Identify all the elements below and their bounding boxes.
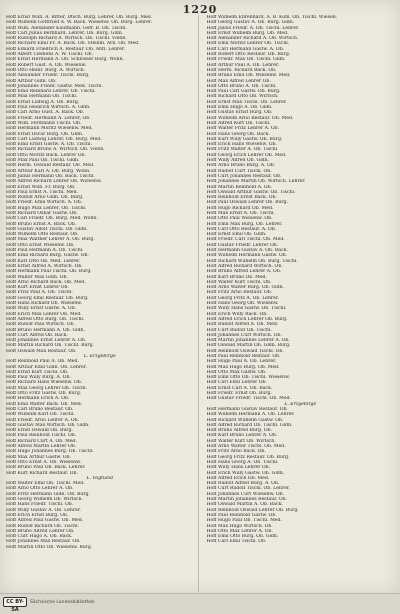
directory-entry: Hoff Emil Otto Ob. Tischl. Wiesenw.: [206, 375, 290, 381]
directory-entry: Hoff Julius Friedr. A. Ob. Tischl. Lehrer.: [206, 25, 300, 31]
directory-entry: Hoff Reinhold Paul A. Ob. Med.: [6, 359, 79, 365]
directory-entry: Hoff Ernst Oswald Ob. Bürg.: [6, 428, 73, 434]
directory-entry: Hoff Otto Max Gastw. Ob.: [206, 369, 267, 375]
directory-entry: Hoff Max Hermann Ob. Tischl.: [6, 94, 78, 100]
directory-entry: Hoff Otto Heinr. Bürg. A. Wirtsch.: [6, 67, 86, 73]
directory-entry: Hoff Alexander Friedr. Tischl. Bürg.: [6, 73, 90, 79]
directory-entry: Hoff Willy Hans Gastw. Ob. Tischl.: [206, 306, 287, 312]
directory-entry: Hoff Fritz Paul A. Ob. Tischl.: [6, 290, 73, 296]
directory-entry: Hoff Julius Hermann Ob. Bäck. Tischl.: [6, 173, 95, 179]
directory-entry: Hoff Arno Richard Bäck. Ob. Med.: [6, 279, 86, 285]
directory-entry: Hoff Friedr. Max Ob. Tischl. Gldn.: [206, 57, 286, 63]
directory-entry: Hoff Johannes Curt Wirtsch. Ob.: [206, 332, 282, 338]
directory-entry: Hoff Richard Otto Ob. Wirtsch.: [206, 94, 279, 100]
directory-entry: Hoff Paul Carl Gastw. Ob. Bürg.: [206, 89, 281, 95]
directory-entry: Hoff Alfred Richard Lehrer Ob. Wiesenw.: [6, 179, 102, 185]
directory-entry: Hoff Gustav Ernst Bürg. Ob.: [206, 110, 273, 116]
directory-entry: Hoff Ernst Oscar Bürg. Ob. Gldn.: [6, 131, 84, 137]
directory-entry: Hoff Ernst Carl A. Ob. Bäck.: [206, 385, 273, 391]
directory-entry: Hoff Hugo Richard Ob. Med.: [206, 205, 274, 211]
directory-entry: Hoff Albert Clemens A. W. Tischl. Ob.: [6, 52, 94, 58]
directory-entry: Hoff Paul Reinhold Tischl. Ob.: [6, 433, 77, 439]
directory-entry: Hoff Robert Otto Restaur. Ob. Bürg.: [206, 52, 291, 58]
directory-entry: Hoff Oswald Martin Ob. Gldn. Bürg.: [206, 343, 291, 349]
directory-entry: Hoff Richard Emil Fr. A. Bäck. Ob. Steinm. Arb. Ob. Med.: [6, 41, 140, 47]
directory-entry: Hoff Bruno Paul Ob. Bäck. Lehrer.: [6, 465, 86, 471]
directory-entry: Hoff Emil Hugo A. Ob. Gldn.: [206, 105, 273, 111]
license-badge[interactable]: [3, 597, 95, 613]
directory-entry: Hoff Kurt Bruno Lehrer A. Ob.: [206, 433, 278, 439]
directory-entry: Hoff Alfred Otto Bürg. Ob. Tischl.: [6, 316, 85, 322]
directory-entry: Hoff Emil Ernst Gastw. A. Ob. Tischl.: [6, 142, 92, 148]
directory-entry: Hoff Gustav Max Wirtsch. Ob. Gldn.: [6, 422, 90, 428]
directory-entry: Hoff Friedr. Ernst Ob. Bürg.: [206, 391, 272, 397]
directory-entry: Hoff Carl Emil Tischl. Ob.: [206, 539, 267, 545]
directory-entry: Hoff Carl Ludwig Lehrer, Ob. Bürg. Med.: [6, 136, 102, 142]
directory-entry: Hoff Alexander Richard A. Ob. Wirtsch.: [206, 36, 299, 42]
directory-entry: Hoff Oswald Max Restaur. Ob.: [6, 348, 77, 354]
directory-entry: Hoff Hermann Gustav A. Ob. Bäck.: [206, 248, 288, 254]
directory-entry: Hoff Gustav Friedr. Lehrer Ob.: [206, 242, 279, 248]
directory-entry: Hoff Walter Fritz Lehrer A. Ob.: [206, 126, 280, 132]
directory-entry: Hoff Hugo Paul A. Ob. Lehrer.: [206, 359, 277, 365]
directory-entry: Hoff Richard Wilhelm Gastw. Ob.: [206, 417, 284, 423]
directory-entry: Hoff Willy Hans Lehrer Ob.: [206, 465, 271, 471]
creative-commons-icon: CC BY-SA: [3, 597, 27, 607]
footer-bar: [0, 593, 400, 613]
directory-entry: Hoff Erich Max Lehrer Ob. Med.: [6, 311, 82, 317]
directory-entry: Hoff Wilhelm Gottfried A. W. Bäck. Wiesenw. Ob. Bürg. Lehrer.: [6, 20, 153, 26]
license-text: Sächsische Landesbibliothek: [30, 599, 95, 605]
directory-entry: Hoff Max Ernst A. Ob. Tischl.: [206, 210, 275, 216]
directory-entry: Hoff Martin Richard Ob. Tischl. Bürg.: [6, 343, 95, 349]
page-number: 1220: [182, 3, 218, 16]
directory-entry: Hoff Paul Hermann A. Ob. Tischl.: [6, 248, 84, 254]
directory-entry: Hoff Willy Gustav A. Ob. Lehrer.: [6, 507, 81, 513]
directory-entry: Hoff Martin Reinhold A. Ob.: [206, 184, 272, 190]
directory-entry: Hoff Johannes Max Restaur. Ob.: [6, 539, 81, 545]
directory-entry: Hoff Hermann Paul Tischl. Ob. Bürg.: [6, 269, 92, 275]
directory-entry: Hoff Otto Moritz Bäck. Lehrer Ob.: [6, 152, 86, 158]
directory-entry: Hoff Fritz Walter A. Ob. Tischl.: [206, 147, 279, 153]
directory-entry: Hoff Wilhelm Hermann Gastw. Ob.: [206, 253, 288, 259]
directory-entry: Hoff Alfred Paul Gastw. Ob. Med.: [6, 518, 84, 524]
directory-entry: Hoff Kurt Willy Gastw. Ob. Bürg.: [206, 136, 283, 142]
directory-entry: Hoff Emil Reinhard Lehrer, Ob. Tischl.: [6, 89, 96, 95]
directory-entry: Hoff Max Paul Ob. Tischl. Gldn.: [6, 158, 80, 164]
directory-entry: Hoff Richard Oskar Gastw. Ob.: [6, 210, 78, 216]
directory-entry: Hoff Emil Otto Bürg. Ob. Gldn.: [206, 534, 279, 540]
directory-entry: Hoff Max Georg Lehrer Ob. Tischl.: [6, 385, 88, 391]
directory-entry: Hoff Max Alfred Lehrer Ob.: [206, 78, 271, 84]
directory-entry: Hoff Rudolf Alfred Bürg. A. Ob.: [206, 481, 280, 487]
directory-entry: Hoff Friedr. Arno Lehrer A. Ob.: [6, 417, 80, 423]
directory-entry: Hoff Arthur Emil Gldn. Ob. Lehrer.: [6, 364, 87, 370]
directory-entry: Hoff Hugo Paul Ob. Tischl. Med.: [206, 518, 282, 524]
directory-entry: Hoff Otto Paul Wiesenw. Ob.: [206, 216, 273, 222]
directory-entry: Hoff Kurt Richard Restaur. Ob.: [6, 470, 78, 476]
directory-entry: Hoff Curt Rudolf Ob. Tischl.: [206, 327, 272, 333]
section-heading: L. Vogtland: [86, 475, 114, 481]
directory-entry: Hoff Paul Willy Bürg. A. Ob.: [6, 375, 71, 381]
directory-entry: Hoff Paul Reinhold Gastw. Ob.: [206, 512, 277, 518]
directory-entry: Hoff Carl Julius Bernhard, Lehrer, Ob. Bürg. Gldn.: [6, 30, 124, 36]
directory-entry: Hoff Walter Kurt Ob. Wirtsch.: [206, 438, 276, 444]
directory-entry: Hoff Arno Bruno Bürg. A. Ob.: [206, 163, 276, 169]
directory-entry: Hoff Erich Willy Gastw. Ob. Gldn.: [206, 470, 285, 476]
directory-entry: Hoff Wilhelm Ehrenhard, A. B. Kom. Ob. Tischl. Wiesen.: [206, 15, 338, 20]
directory-entry: Hoff Arthur Gldn. Ob.: [6, 78, 57, 84]
directory-entry: Hoff Gustav Adolf Tischl. Ob. Gldn.: [6, 226, 88, 232]
directory-entry: Hoff Carl Friedr. Ob. Bürg. Med. Wohn.: [6, 216, 98, 222]
directory-entry: Hoff Hermann Erich A. Ob.: [6, 396, 70, 402]
directory-entry: Hoff Emil Moritz Lehrer Ob. Tischl.: [206, 41, 290, 47]
directory-entry: Hoff Alfred Richard Ob. Tischl. Gldn.: [206, 422, 293, 428]
directory-entry: Hoff Hugo Johannes Bürg. Ob. Tischl.: [6, 449, 94, 455]
directory-entry: Hoff Reinhold Oswald Lehrer Ob. Bürg.: [206, 507, 299, 513]
directory-entry: Hoff Alfred Kurt Ob. Tischl.: [206, 120, 271, 126]
section-heading: L. Erzgebirge: [83, 354, 116, 359]
directory-entry: Hoff Bruno Hermann A. Ob. Gldn.: [6, 327, 85, 333]
directory-entry: Hoff Emil Max Bürg. Ob. Lehrer.: [206, 221, 283, 227]
directory-entry: Hoff Reinhold Oswald Tischl. Ob.: [206, 348, 284, 354]
directory-entry: Hoff Hermann Gustav Restaur. Ob.: [206, 406, 288, 412]
directory-entry: Hoff Hans Richard Ob. Wiesenw.: [6, 301, 83, 307]
directory-entry: Hoff Rudolph Richard A. Wirtsch. Ob. Tischl. Viehh.: [6, 36, 127, 42]
directory-entry: Hoff Friedr. Carl Tischl. Ob. Med.: [206, 237, 285, 243]
directory-entry: Hoff Emil Walter Bäck. Ob. Med.: [6, 401, 83, 407]
directory-entry: Hoff Walter Max Gldn. Ob.: [6, 274, 68, 280]
directory-entry: Hoff Rudolf Paul Wirtsch. Ob.: [6, 322, 75, 328]
directory-entry: Hoff Alfred Erich Ob. Med.: [206, 475, 270, 481]
directory-entry: Hoff Fritz Arno Restaur. Ob.: [206, 290, 273, 296]
directory-entry: Hoff Carl Bruno Restaur. Ob.: [6, 406, 74, 412]
directory-entry: Hoff Walter Emil Ob. Tischl. Med.: [6, 481, 85, 487]
directory-entry: Hoff Fritz Hermann Gldn. Ob. Bürg.: [6, 491, 90, 497]
directory-entry: Hoff Rudolf Alfred A. Ob. Med.: [206, 322, 279, 328]
section-heading: L. Erzgebirge: [284, 401, 317, 407]
directory-entry: Hoff Georg Emil Restaur. Ob. Bürg.: [6, 295, 89, 301]
directory-entry: Hoff Paul Ernst A. Tischl. Med.: [6, 189, 79, 195]
directory-entry: Hoff Curt Johannes Restaur. Ob.: [206, 173, 282, 179]
directory-entry: Hoff Otto Ernst A. Ob. Wiesenw.: [6, 459, 81, 465]
directory-entry: Hoff Rudolf Curt Tischl. Ob.: [206, 168, 272, 174]
directory-entry: Hoff Wilh. Ferdinand Tischl. Ob.: [6, 120, 82, 126]
directory-entry: Hoff Ernst Hermann A. Ob. Schlosser Bürg. Wohn.: [6, 57, 124, 63]
directory-entry: Hoff Herm. Richard Bäck. Ob.: [206, 67, 277, 73]
directory-entry: Hoff Hans Friedr. Tischl. Ob.: [6, 502, 74, 508]
directory-entry: Hoff Arno Walter Tischl. Ob. Med.: [206, 444, 286, 450]
directory-entry: Hoff Hugo Max Lehrer, Ob. Tischl.: [6, 205, 87, 211]
directory-entry: Hoff Wilhelm Otto Restaur. Ob.: [6, 232, 79, 238]
directory-entry: Hoff Robert Gust. A. Ob. Wiesenw.: [6, 62, 87, 68]
directory-entry: Hoff Paul Heinrich Wirtsch. A. Gldn.: [6, 105, 91, 111]
directory-entry: Hoff Erich Hans Wiesenw. Ob.: [206, 142, 277, 148]
directory-entry: Hoff Johannes Friedr. Gastw. Med. Tischl.: [6, 83, 103, 89]
directory-entry: Hoff Oswald Arthur Gastw. Ob. Tischl.: [206, 189, 296, 195]
directory-entry: Hoff Arthur Karl A. Ob. Bürg. Wohn.: [6, 168, 91, 174]
directory-entry: Hoff Bruno Emil Ob. Wiesenw. Med.: [206, 73, 291, 79]
directory-entry: Hoff Max Hugo Wirtsch. Ob.: [206, 523, 273, 529]
directory-entry: Hoff Otto Ernst Wiesenw. Ob.: [6, 242, 75, 248]
directory-entry: Hoff Curt Hugo A. Ob. Bäck.: [6, 534, 73, 540]
directory-entry: Hoff Hans Georg Ob. Wiesenw.: [206, 301, 279, 307]
directory-entry: Hoff Bruno Alfred Lehrer Ob.: [6, 528, 75, 534]
directory-entry: Hoff Friedr. Hermann A. Lehrer, Ob.: [6, 115, 91, 121]
directory-entry: Hoff Ernst Wilh. A. Ritter, Dtsch. Bürg. Lehrer, Ob. Bürg. Med.: [6, 15, 153, 20]
directory-entry: Hoff Eduard Friedrich A. Restaur. Ob. Abtl. Lehrer.: [6, 46, 126, 52]
directory-entry: Hoff Max Hugo Bürg. Ob. Med.: [206, 364, 280, 370]
directory-entry: Hoff Ernst Max Tischl. Ob. Lehrer.: [206, 99, 287, 105]
directory-entry: Hoff Johannes Ernst Lehrer A. Ob.: [6, 338, 87, 344]
directory-entry: Hoff Otto Fritz Gastw. Ob. Bürg.: [6, 391, 82, 397]
directory-entry: Hoff Erich Ernst Bürg. Ob.: [6, 512, 69, 518]
directory-entry: Hoff Karl Otto Ob. Med. Lehrer.: [6, 258, 81, 264]
directory-entry: Hoff Arno Walter Bürg. Ob. Gldn.: [206, 285, 284, 291]
directory-entry: Hoff Max Walther Lehrer A. Ob. Bürg.: [6, 237, 95, 243]
directory-entry: Hoff Reinhold Ernst Bäck. Ob.: [206, 195, 277, 201]
directory-entry: Hoff Ernst Wilh. Fr. Bürg. Ob.: [6, 184, 76, 190]
directory-entry: Hoff Georg Fritz A. Ob. Lehrer.: [206, 295, 279, 301]
directory-entry: Hoff Richard Hans Wiesenw. Ob.: [6, 380, 83, 386]
directory-entry: Hoff Oswald Martin A. Ob. Bäck.: [206, 502, 283, 508]
directory-entry: Hoff Max Arthur Gastw. Ob.: [6, 454, 72, 460]
directory-entry: Hoff Georg Fritz Restaur. Ob. Bürg.: [206, 454, 290, 460]
directory-entry: Hoff Curt Rudolf Tischl. Ob. Lehrer.: [206, 486, 290, 492]
directory-entry: Hoff Bruno Ernst A. Bäck. Ob.: [6, 221, 77, 227]
directory-entry: Hoff Wilhelm Kurt Ob. Tischl.: [6, 412, 75, 418]
text-columns: [6, 15, 394, 592]
directory-entry: Hoff Georg Erich Lehrer Ob. Med.: [206, 152, 287, 158]
directory-entry: Hoff Walter Kurt Tischl. Ob.: [206, 279, 272, 285]
directory-entry: Hoff Arthur Paul A. Ob. Lehrer.: [206, 62, 280, 68]
directory-entry: Hoff Hans Georg Ob. Bäck.: [206, 131, 270, 137]
directory-entry: Hoff Hans Georg A. Ob. Tischl.: [206, 459, 279, 465]
directory-entry: Hoff Willy Alfred Ob. Gldn.: [206, 158, 270, 164]
directory-entry: Hoff Johannes Martin Ob. Wirtsch. Lehrer.: [206, 179, 306, 185]
directory-entry: Hoff Johannes Curt Wiesenw. Ob.: [206, 491, 285, 497]
right-column: [207, 15, 395, 592]
directory-entry: Hoff Martin Otto Ob. Wiesenw. Bürg.: [6, 544, 93, 550]
directory-entry: Hoff Bruno Alfred Lehrer A. Ob.: [206, 269, 282, 275]
directory-entry: Hoff Ernst Wilhelm Bürg. Ob. Med.: [206, 30, 289, 36]
directory-entry: Hoff Gustav Friedr. Tischl. Ob. Med.: [206, 396, 292, 402]
directory-entry: Hoff Wilhelm Hermann A. Ob. Lehrer.: [206, 412, 295, 418]
directory-entry: Hoff Rudolf Richard Ob. Tischl.: [6, 523, 80, 529]
directory-entry: Hoff Curt Alfred Ob. Bäck.: [6, 332, 68, 338]
directory-entry: Hoff Georg Wilhelm Ob. Wirtsch.: [6, 497, 83, 503]
directory-entry: Hoff Georg Gustav A. Ob. Bürg. Gldn.: [206, 20, 295, 26]
directory-entry: Hoff Friedr. Emil Wirtsch. A. Ob.: [6, 200, 83, 206]
directory-entry: Hoff Carl Hermann Gastw. A. Ob.: [206, 46, 285, 52]
directory-entry: Hoff Martin Johannes Lehrer A. Ob.: [206, 338, 290, 344]
directory-entry: Hoff Carl Arno Gust. A. Bäck. Ob.: [6, 110, 85, 116]
directory-entry: Hoff Ernst Ludwig A. Ob. Bürg.: [6, 99, 80, 105]
directory-entry: Hoff Martin Johannes Restaur. Ob.: [206, 497, 287, 503]
directory-entry: Hoff Herm. Oswald Restaur. Ob. Med.: [6, 163, 95, 169]
directory-entry: Hoff Paul Reinhold Restaur. Ob.: [206, 354, 281, 359]
directory-entry: Hoff Willy Ernst Gastw. A. Ob.: [6, 306, 77, 312]
directory-entry: Hoff Hermann Moritz Wiesenw. Med.: [6, 126, 93, 132]
directory-entry: Hoff Wilhelm Arno Restaur. Ob. Med.: [206, 115, 294, 121]
directory-entry: Hoff Kurt Ernst Lehrer Ob.: [6, 285, 69, 291]
directory-entry: Hoff Ernst Kurt Tischl. Ob.: [6, 369, 69, 375]
directory-entry: Hoff Richard Bruno A. Wirtsch. Ob. Viehh.: [6, 147, 105, 153]
directory-entry: Hoff Paul Oswald Lehrer Ob. Bürg.: [206, 200, 289, 206]
directory-entry: Hoff Carl Otto Restaur. A. Ob.: [206, 226, 277, 232]
directory-entry: Hoff Fritz Arno Bäck. Ob.: [206, 449, 266, 455]
directory-entry: Hoff Alfred Richard Wirtsch. Ob.: [206, 263, 283, 269]
directory-entry: Hoff Kurt Bruno Ob. Med.: [206, 274, 267, 280]
directory-entry: Hoff Arno Otto Lehrer A. Ob.: [6, 486, 74, 492]
directory-entry: Hoff Carl Emil Lehrer Ob.: [206, 380, 267, 386]
directory-entry: Hoff Alfred Martin Lehrer Ob.: [6, 444, 77, 450]
directory-entry: Hoff Otto Max Lehrer A. Ob.: [206, 528, 273, 534]
directory-entry: Hoff Ernst Emil Ob. Gldn.: [206, 232, 267, 238]
directory-entry: Hoff Emil Richard Bürg. Gastw. Ob.: [6, 253, 89, 259]
directory-entry: Hoff Bruno Alfred Bürg. Ob.: [206, 428, 273, 434]
directory-entry: Hoff Alfred Erich Lehrer Ob. Bürg.: [206, 316, 288, 322]
directory-entry: Hoff Richard Wilhelm Ob. Bürg. Tischl.: [206, 258, 298, 264]
directory-entry: Hoff Ernst Alfred A. Wirtsch. Ob.: [6, 263, 83, 269]
directory-entry: Hoff Erich Willy Bäck. Ob.: [206, 311, 268, 317]
directory-entry: Hoff Otto Bruno A. Ob. Tischl.: [206, 83, 277, 89]
left-column: [6, 15, 199, 592]
directory-entry: Hoff Wilh. Alexander Kaufmann, Gefr. B. Ob. Tischl.: [6, 25, 127, 31]
directory-entry: Hoff Richard Curt A. Ob. Med.: [6, 438, 77, 444]
directory-entry: Hoff Rudolf Arno Gldn. Ob. Bürg.: [6, 195, 84, 201]
